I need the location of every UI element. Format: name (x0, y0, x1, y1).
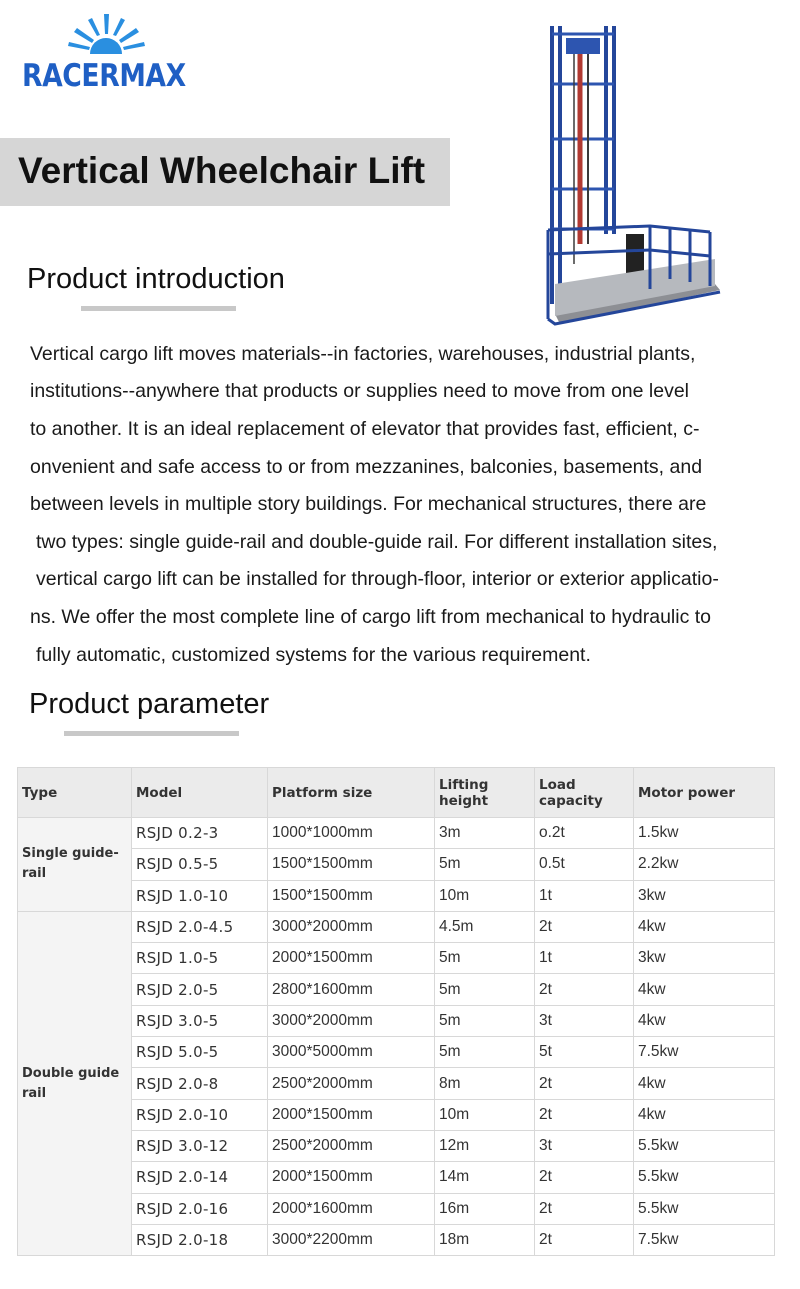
header-lifting-height: Lifting height (435, 768, 535, 818)
type-cell: Single guide-rail (18, 818, 132, 912)
lifting-height-cell: 16m (435, 1193, 535, 1224)
lifting-height-cell: 10m (435, 880, 535, 911)
header-type: Type (18, 768, 132, 818)
lifting-height-cell: 5m (435, 849, 535, 880)
platform-size-cell: 3000*5000mm (268, 1037, 435, 1068)
load-capacity-cell: 2t (535, 1162, 634, 1193)
platform-size-cell: 2000*1500mm (268, 1099, 435, 1130)
platform-size-cell: 1000*1000mm (268, 818, 435, 849)
motor-power-cell: 4kw (634, 1099, 775, 1130)
table-row (18, 911, 775, 942)
motor-power-cell: 1.5kw (634, 818, 775, 849)
load-capacity-cell: 1t (535, 943, 634, 974)
motor-power-cell: 4kw (634, 1068, 775, 1099)
motor-power-cell: 5.5kw (634, 1193, 775, 1224)
model-cell: RSJD 2.0-8 (132, 1068, 268, 1099)
platform-size-cell: 3000*2000mm (268, 1005, 435, 1036)
motor-power-cell: 3kw (634, 943, 775, 974)
table-row (18, 1099, 775, 1130)
table-row (18, 1068, 775, 1099)
platform-size-cell: 1500*1500mm (268, 849, 435, 880)
load-capacity-cell: 0.5t (535, 849, 634, 880)
load-capacity-cell: o.2t (535, 818, 634, 849)
load-capacity-cell: 2t (535, 911, 634, 942)
load-capacity-cell: 2t (535, 1193, 634, 1224)
lifting-height-cell: 10m (435, 1099, 535, 1130)
platform-size-cell: 2000*1500mm (268, 943, 435, 974)
platform-size-cell: 3000*2000mm (268, 911, 435, 942)
motor-power-cell: 7.5kw (634, 1224, 775, 1255)
table-row (18, 1162, 775, 1193)
platform-size-cell: 1500*1500mm (268, 880, 435, 911)
platform-size-cell: 3000*2200mm (268, 1224, 435, 1255)
lifting-height-cell: 8m (435, 1068, 535, 1099)
motor-power-cell: 5.5kw (634, 1130, 775, 1161)
lifting-height-cell: 14m (435, 1162, 535, 1193)
intro-line: onvenient and safe access to or from mezzanines, balconies, basements, and (30, 456, 703, 478)
intro-line: vertical cargo lift can be installed for through-floor, interior or exterior applicatio- (36, 568, 719, 590)
motor-power-cell: 4kw (634, 974, 775, 1005)
brand-name: RACERMAX (22, 58, 186, 94)
model-cell: RSJD 2.0-5 (132, 974, 268, 1005)
platform-size-cell: 2500*2000mm (268, 1130, 435, 1161)
header-model: Model (132, 768, 268, 818)
platform-size-cell: 2800*1600mm (268, 974, 435, 1005)
lift-illustration (530, 24, 730, 334)
motor-power-cell: 2.2kw (634, 849, 775, 880)
intro-line: Vertical cargo lift moves materials--in factories, warehouses, industrial plants, (30, 343, 696, 365)
model-cell: RSJD 2.0-18 (132, 1224, 268, 1255)
intro-line: to another. It is an ideal replacement of elevator that provides fast, efficient, c- (30, 418, 700, 440)
params-underline (64, 731, 239, 736)
table-row (18, 818, 775, 849)
lifting-height-cell: 12m (435, 1130, 535, 1161)
intro-heading: Product introduction (27, 263, 285, 295)
model-cell: RSJD 3.0-12 (132, 1130, 268, 1161)
intro-line: two types: single guide-rail and double-guide rail. For different installation sites, (36, 531, 718, 553)
table-row (18, 849, 775, 880)
header-platform-size: Platform size (268, 768, 435, 818)
platform-size-cell: 2500*2000mm (268, 1068, 435, 1099)
table-row (18, 880, 775, 911)
table-row (18, 1037, 775, 1068)
table-row (18, 943, 775, 974)
lifting-height-cell: 4.5m (435, 911, 535, 942)
model-cell: RSJD 0.5-5 (132, 849, 268, 880)
motor-power-cell: 4kw (634, 1005, 775, 1036)
model-cell: RSJD 0.2-3 (132, 818, 268, 849)
lifting-height-cell: 5m (435, 943, 535, 974)
lifting-height-cell: 18m (435, 1224, 535, 1255)
parameter-table (17, 767, 775, 1256)
table-body (18, 818, 775, 1256)
table-row (18, 1005, 775, 1036)
intro-underline (81, 306, 236, 311)
type-cell: Double guide rail (18, 911, 132, 1255)
lifting-height-cell: 5m (435, 1037, 535, 1068)
platform-size-cell: 2000*1600mm (268, 1193, 435, 1224)
lifting-height-cell: 5m (435, 974, 535, 1005)
header-load-capacity: Load capacity (535, 768, 634, 818)
lifting-height-cell: 3m (435, 818, 535, 849)
load-capacity-cell: 1t (535, 880, 634, 911)
motor-power-cell: 4kw (634, 911, 775, 942)
brand-logo (22, 14, 192, 94)
params-heading: Product parameter (29, 688, 270, 720)
load-capacity-cell: 2t (535, 974, 634, 1005)
model-cell: RSJD 3.0-5 (132, 1005, 268, 1036)
table-row (18, 1193, 775, 1224)
platform-size-cell: 2000*1500mm (268, 1162, 435, 1193)
intro-line: between levels in multiple story buildings. For mechanical structures, there are (30, 493, 707, 515)
load-capacity-cell: 3t (535, 1130, 634, 1161)
header-motor-power: Motor power (634, 768, 775, 818)
model-cell: RSJD 2.0-4.5 (132, 911, 268, 942)
model-cell: RSJD 2.0-14 (132, 1162, 268, 1193)
intro-line: fully automatic, customized systems for the various requirement. (36, 644, 591, 666)
motor-power-cell: 3kw (634, 880, 775, 911)
table-row (18, 1224, 775, 1255)
load-capacity-cell: 5t (535, 1037, 634, 1068)
motor-power-cell: 7.5kw (634, 1037, 775, 1068)
load-capacity-cell: 2t (535, 1099, 634, 1130)
table-row (18, 974, 775, 1005)
load-capacity-cell: 3t (535, 1005, 634, 1036)
model-cell: RSJD 1.0-10 (132, 880, 268, 911)
motor-power-cell: 5.5kw (634, 1162, 775, 1193)
intro-line: ns. We offer the most complete line of cargo lift from mechanical to hydraulic to (30, 606, 712, 628)
load-capacity-cell: 2t (535, 1224, 634, 1255)
intro-line: institutions--anywhere that products or supplies need to move from one level (30, 380, 690, 402)
load-capacity-cell: 2t (535, 1068, 634, 1099)
table-row (18, 1130, 775, 1161)
model-cell: RSJD 5.0-5 (132, 1037, 268, 1068)
sun-rays-icon (66, 14, 146, 54)
table-header-row (18, 768, 775, 818)
model-cell: RSJD 2.0-10 (132, 1099, 268, 1130)
model-cell: RSJD 1.0-5 (132, 943, 268, 974)
page-title: Vertical Wheelchair Lift (18, 150, 426, 191)
model-cell: RSJD 2.0-16 (132, 1193, 268, 1224)
lifting-height-cell: 5m (435, 1005, 535, 1036)
